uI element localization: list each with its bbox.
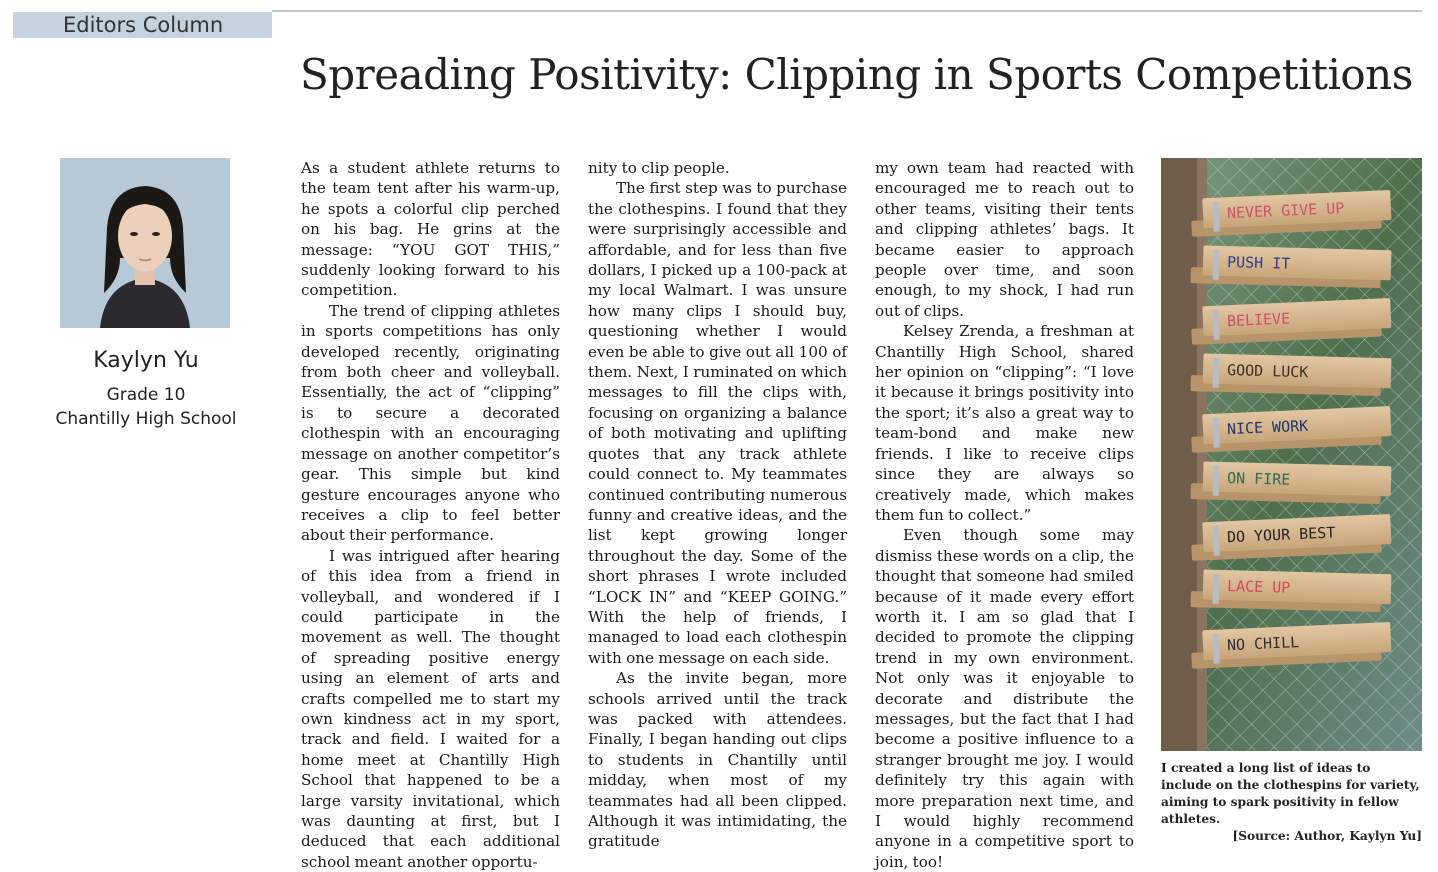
paragraph: Kelsey Zrenda, a freshman at Chantilly High School, shared her opinion on “clipping”: “I love it because it brings positivity into the sport; it’s also a great way to team-bond and make new friends. I like to receive clips since they are always so creatively made, which makes them fun to collect.” — [875, 322, 1134, 524]
clip-message: NEVER GIVE UP — [1226, 199, 1345, 223]
clothespin — [1191, 245, 1392, 288]
clothespins-photo — [1161, 158, 1422, 751]
paragraph: The first step was to purchase the clothespins. I found that they were surprisingly accessible and affordable, and for less than five dollars, I picked up a 100-pack at my local Walmart. I was unsure how many clips I should buy, questioning whether I would even be able to give out all 100 of them. Next, I ruminated on which messages to fill the clips with, focusing on organizing a balance of both motivating and uplifting quotes that any track athlete could connect to. My teammates continued contributing numerous funny and creative ideas, and the list kept growing longer throughout the day. Some of the short phrases I wrote included “LOCK IN” and “KEEP GOING.” With the help of friends, I managed to load each clothespin with one message on each side. — [588, 179, 847, 667]
paragraph: As a student athlete returns to the team tent after his warm-up, he spots a colorful clip perched on his bag. He grins at the message: “YOU GOT THIS,” suddenly looking forward to his competition. — [301, 159, 560, 300]
clip-message: NO CHILL — [1226, 633, 1300, 655]
article-column-3 — [875, 158, 1134, 871]
clothespin — [1191, 461, 1392, 504]
author-name: Kaylyn Yu — [93, 348, 199, 373]
paragraph: Even though some may dismiss these words on a clip, the thought that someone had smiled because of it made every effort worth it. I am so glad that I decided to promote the clipping trend in my own environment. Not only was it enjoyable to decorate and distribute the messages, but the fact that I had become a positive influence to a stranger brought me joy. I would definitely try this again with more preparation next time, and I would highly recommend anyone in a competitive sport to join, too! — [875, 526, 1134, 871]
clothespin — [1191, 353, 1392, 396]
clip-message: NICE WORK — [1226, 416, 1309, 439]
clothespin — [1191, 569, 1392, 612]
headline: Spreading Positivity: Clipping in Sports Competitions — [300, 50, 1413, 99]
paragraph: I was intrigued after hearing of this idea from a friend in volleyball, and wondered if I could participate in the movement as well. The thought of spreading positive energy using an element of arts and crafts compelled me to start my own kindness act in my sport, track and field. I waited for a home meet at Chantilly High School that happened to be a large varsity invitational, which was daunting at first, but I deduced that each additional school meant another opportu- — [301, 546, 560, 871]
author-grade: Grade 10 — [106, 385, 186, 405]
top-rule — [272, 10, 1422, 12]
clip-message: DO YOUR BEST — [1226, 523, 1336, 547]
clip-stack — [1190, 190, 1391, 669]
paragraph: As the invite began, more schools arrived until the track was packed with attendees. Finally, I began handing out clips to students in Chantilly until midday, when most of my teammates had all been clipped. Although it was intimidating, the gratitude — [588, 669, 847, 851]
photo-caption — [1161, 760, 1422, 845]
caption-text: I created a long list of ideas to include on the clothespins for variety, aiming to spark positivity in fellow athletes. — [1161, 761, 1420, 826]
clip-message: ON FIRE — [1226, 469, 1291, 489]
paragraph: The trend of clipping athletes in sports competitions has only developed recently, originating from both cheer and volleyball. Essentially, the act of “clipping” is to secure a decorated clothespin with an encouraging message on another competitor’s gear. This simple but kind gesture encourages anyone who receives a clip to feel better about their performance. — [301, 301, 560, 545]
article-column-2 — [588, 158, 847, 851]
section-label: Editors Column — [13, 12, 272, 38]
author-photo — [60, 158, 230, 328]
clip-message: PUSH IT — [1226, 253, 1291, 273]
clip-message: BELIEVE — [1226, 309, 1291, 331]
article-column-1 — [301, 158, 560, 871]
author-school: Chantilly High School — [55, 409, 237, 429]
clip-message: LACE UP — [1226, 577, 1291, 597]
paragraph: nity to clip people. — [588, 159, 730, 177]
clip-message: GOOD LUCK — [1226, 361, 1309, 382]
paragraph: my own team had reacted with encouraged me to reach out to other teams, visiting their tents and clipping athletes’ bags. It became easier to approach people over time, and soon enough, to my shock, I had run out of clips. — [875, 159, 1134, 320]
caption-source: [Source: Author, Kaylyn Yu] — [1232, 829, 1422, 843]
